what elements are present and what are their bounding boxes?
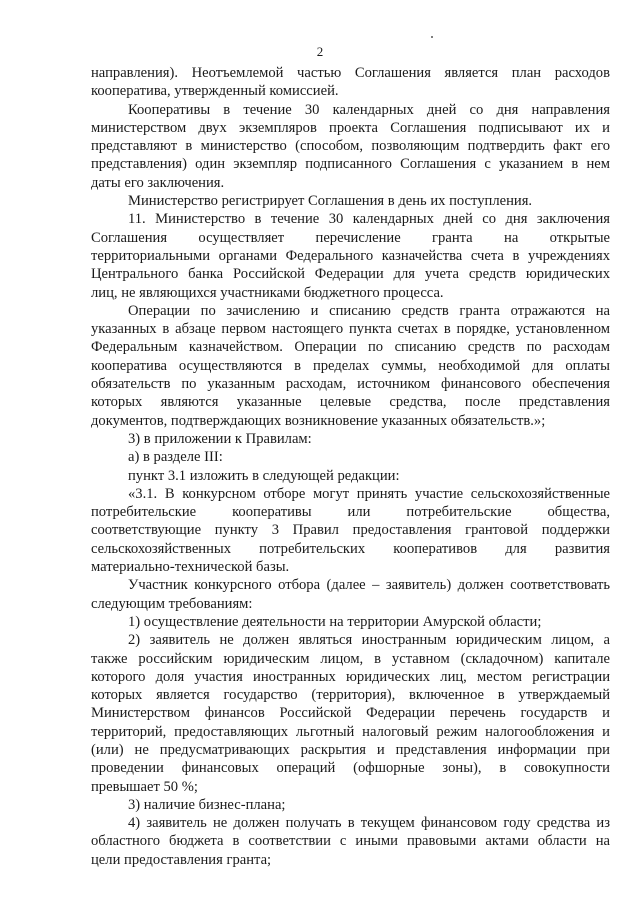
text-line: Министерством финансов Российской Федерации перечень государств и: [91, 705, 610, 722]
text-line: направления). Неотъемлемой частью Соглашения является план расходов: [91, 65, 610, 81]
text-line: превышает 50 %;: [91, 778, 198, 795]
text-line: проведении финансовых операций (офшорные зоны), в совокупности: [91, 760, 610, 777]
text-line: территориальными органами Федерального казначейства счета в учреждениях: [91, 247, 610, 264]
text-line: пункт 3.1 изложить в следующей редакции:: [128, 467, 400, 484]
text-line: представляют в министерство (способом, позволяющим подтвердить факт его: [91, 138, 610, 155]
text-line: 3) наличие бизнес-плана;: [128, 796, 286, 813]
text-line: Операции по зачислению и списанию средств гранта отражаются на: [128, 302, 610, 319]
text-line: сельскохозяйственных потребительских кооперативов для развития: [91, 540, 610, 557]
text-line: цели предоставления гранта;: [91, 851, 272, 868]
text-line: которых является государство (территория), включенное в утверждаемый: [91, 687, 610, 704]
text-line: Участник конкурсного отбора (далее – заявитель) должен соответствовать: [128, 577, 610, 594]
text-line: 3) в приложении к Правилам:: [128, 430, 312, 447]
text-line: Министерство регистрирует Соглашения в день их поступления.: [128, 193, 533, 210]
text-line: потребительские кооперативы или потребительские общества,: [91, 504, 610, 521]
text-line: соответствующие пункту 3 Правил предоставления грантовой поддержки: [91, 522, 610, 539]
text-line: кооператива, утвержденный комиссией.: [91, 83, 339, 100]
text-line: также российским юридическим лицом, в уставном (складочном) капитале: [91, 650, 610, 667]
text-line: «3.1. В конкурсном отборе могут принять участие сельскохозяйственные: [128, 485, 610, 502]
text-line: (или) не предусматривающих раскрытия и представления информации при: [91, 741, 610, 758]
text-line: а) в разделе III:: [128, 449, 223, 466]
text-line: министерством двух экземпляров проекта Соглашения подписывают их и: [91, 119, 610, 136]
text-line: которых являются указанные целевые средства, после представления: [91, 394, 610, 411]
text-line: документов, подтверждающих возникновение указанных обязательств.»;: [91, 412, 546, 429]
text-line: представления) один экземпляр подписанного Соглашения с указанием в нем: [91, 156, 610, 173]
text-line: следующим требованиям:: [91, 595, 253, 612]
text-line: Федеральным казначейством. Операции по списанию средств по расходам: [91, 339, 610, 356]
text-line: 2) заявитель не должен являться иностранным юридическим лицом, а: [128, 632, 610, 649]
text-line: даты его заключения.: [91, 174, 225, 191]
scan-speck: [431, 36, 433, 38]
text-line: 4) заявитель не должен получать в текущем финансовом году средства из: [128, 815, 610, 832]
document-body: [91, 64, 610, 869]
text-line: обязательств по указанным расходам, источником финансового обеспечения: [91, 376, 610, 393]
page-number: 2: [316, 44, 324, 59]
text-line: Кооперативы в течение 30 календарных дней со дня направления: [128, 101, 610, 118]
text-line: 1) осуществление деятельности на территории Амурской области;: [128, 613, 542, 630]
text-line: территорий, предоставляющих льготный налоговый режим налогообложения и: [91, 723, 610, 740]
text-line: Соглашения осуществляет перечисление гранта на открытые: [91, 229, 610, 246]
text-line: указанных в абзаце первом настоящего пункта счетах в порядке, установленном: [91, 321, 610, 338]
text-line: материально-технической базы.: [91, 559, 290, 576]
text-line: областного бюджета в соответствии с иными правовыми актами области на: [91, 833, 610, 850]
text-line: 11. Министерство в течение 30 календарных дней со дня заключения: [128, 211, 610, 228]
text-line: которого доля участия иностранных юридических лиц, местом регистрации: [91, 668, 610, 685]
text-line: кооператива осуществляются в пределах суммы, необходимой для оплаты: [91, 357, 610, 374]
text-line: лиц, не являющихся участниками бюджетного процесса.: [91, 284, 444, 301]
text-line: Центрального банка Российской Федерации для учета средств юридических: [91, 266, 610, 283]
